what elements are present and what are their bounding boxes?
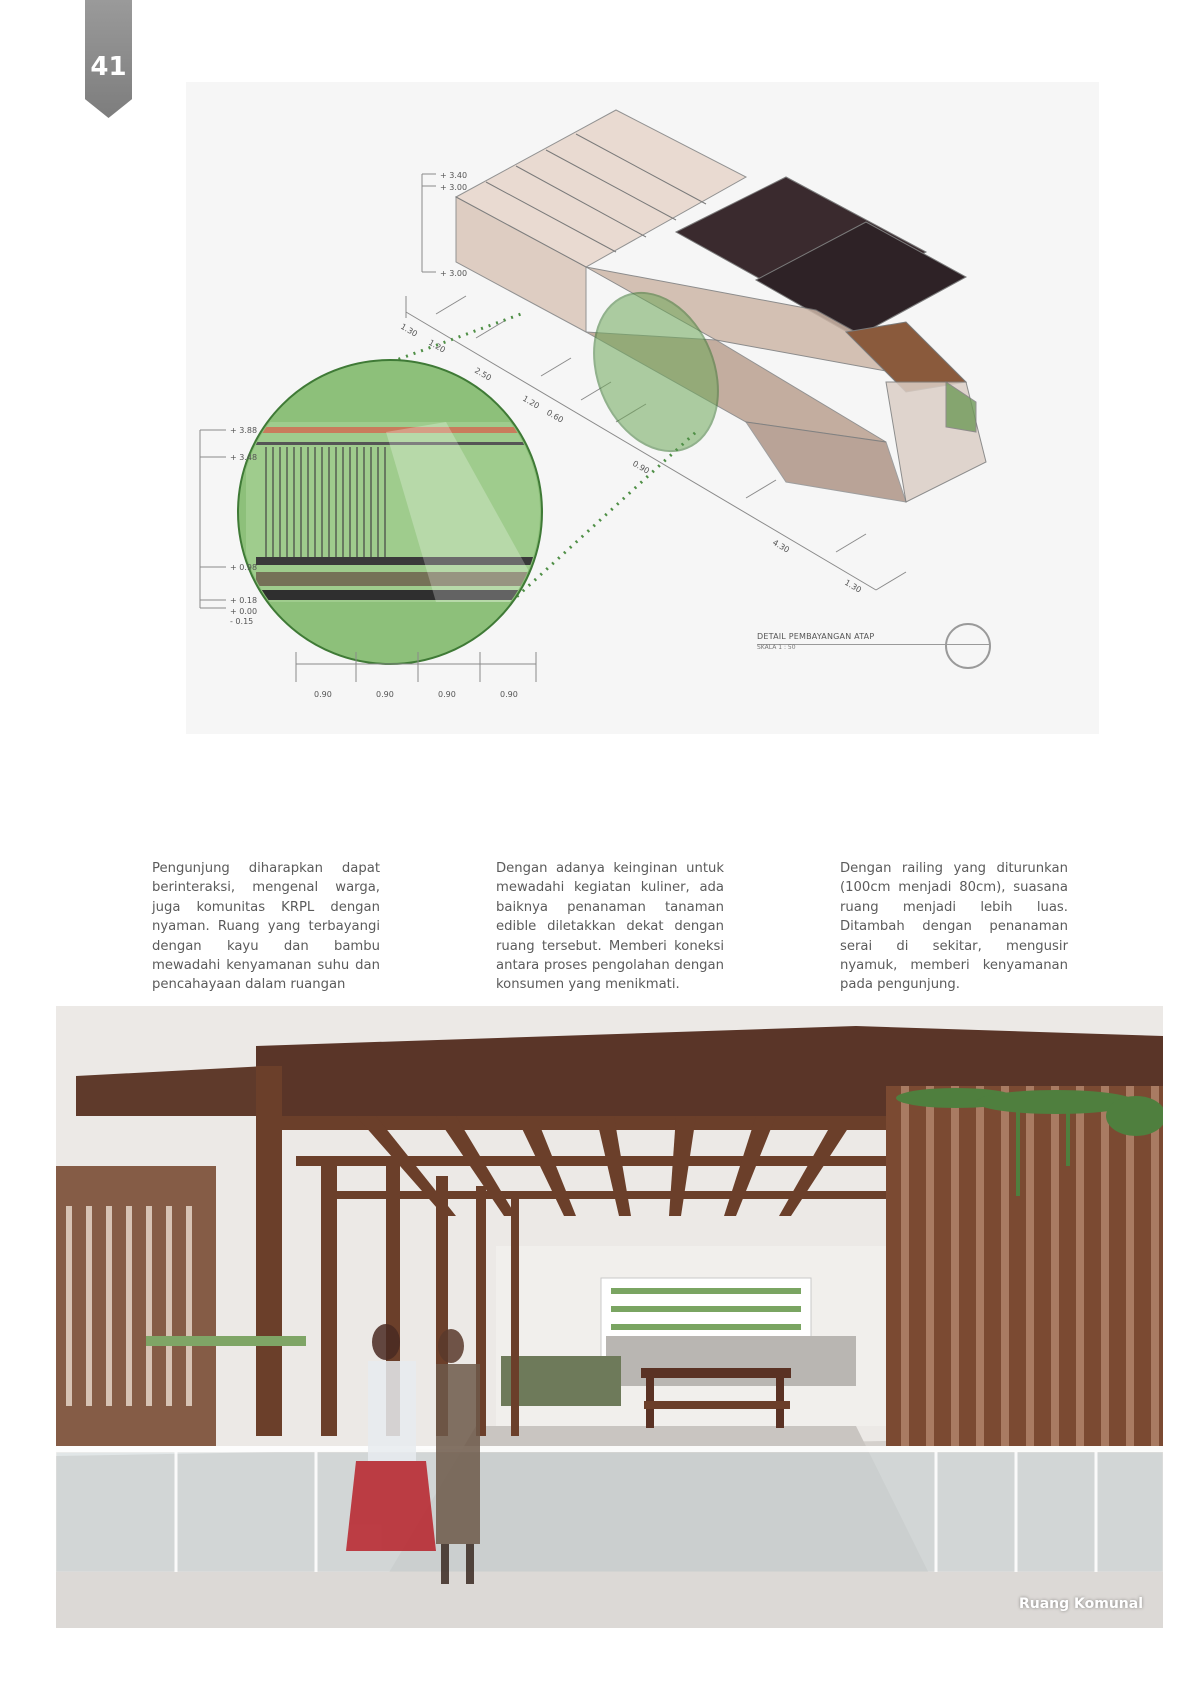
north-marker-icon — [945, 623, 991, 669]
detail-bottom-dims — [314, 690, 518, 699]
level-label: + 0.18 — [230, 596, 258, 605]
dim-label: 0.90 — [376, 690, 394, 699]
level-label: + 3.00 — [440, 269, 468, 278]
dim-label: 1.30 — [399, 321, 419, 339]
dim-label: 1.20 — [427, 337, 447, 355]
dim-label: 0.60 — [545, 407, 565, 425]
text-column-2: Dengan adanya keinginan untuk mewadahi kegiatan kuliner, ada baiknya penanaman tanaman edible diletakkan dekat dengan ruang tersebut. Memberi koneksi antara proses pengolahan dengan konsumen yang menikmati. — [496, 861, 724, 993]
level-label: + 0.98 — [230, 563, 258, 572]
dim-label: 1.20 — [521, 393, 541, 411]
text-column-3: Dengan railing yang diturunkan (100cm menjadi 80cm), suasana ruang menjadi lebih luas. Ditambah dengan penanaman serai di sekitar, mengusir nyamuk, memberi kenyamanan pada pengunjung. — [840, 861, 1068, 993]
dim-label: 4.30 — [771, 537, 791, 555]
page-number: 41 — [90, 52, 127, 82]
level-label: + 3.48 — [230, 453, 258, 462]
dim-label: 0.90 — [438, 690, 456, 699]
text-column-1: Pengunjung diharapkan dapat berinteraksi, mengenal warga, juga komunitas KRPL dengan nyaman. Ruang yang terbayangi dengan kayu dan bambu mewadahi kenyamanan suhu dan pencahayaan dalam ruangan — [152, 861, 380, 993]
level-label: + 3.40 — [440, 171, 468, 180]
dim-label: 0.90 — [631, 458, 651, 476]
dim-label: 0.90 — [500, 690, 518, 699]
photo-caption: Ruang Komunal — [1018, 1596, 1143, 1612]
dim-label: 1.30 — [843, 577, 863, 595]
drawing-scale: SKALA 1 : 50 — [757, 644, 796, 651]
level-label: - 0.15 — [230, 617, 254, 626]
dim-label: 2.50 — [473, 365, 493, 383]
level-label: + 0.00 — [230, 607, 258, 616]
ruang-komunal-render — [56, 1006, 1163, 1628]
dim-label: 0.90 — [314, 690, 332, 699]
level-label: + 3.00 — [440, 183, 468, 192]
level-label: + 3.88 — [230, 426, 258, 435]
drawing-title: DETAIL PEMBAYANGAN ATAP — [757, 632, 875, 641]
render-illustration — [56, 1006, 1163, 1628]
